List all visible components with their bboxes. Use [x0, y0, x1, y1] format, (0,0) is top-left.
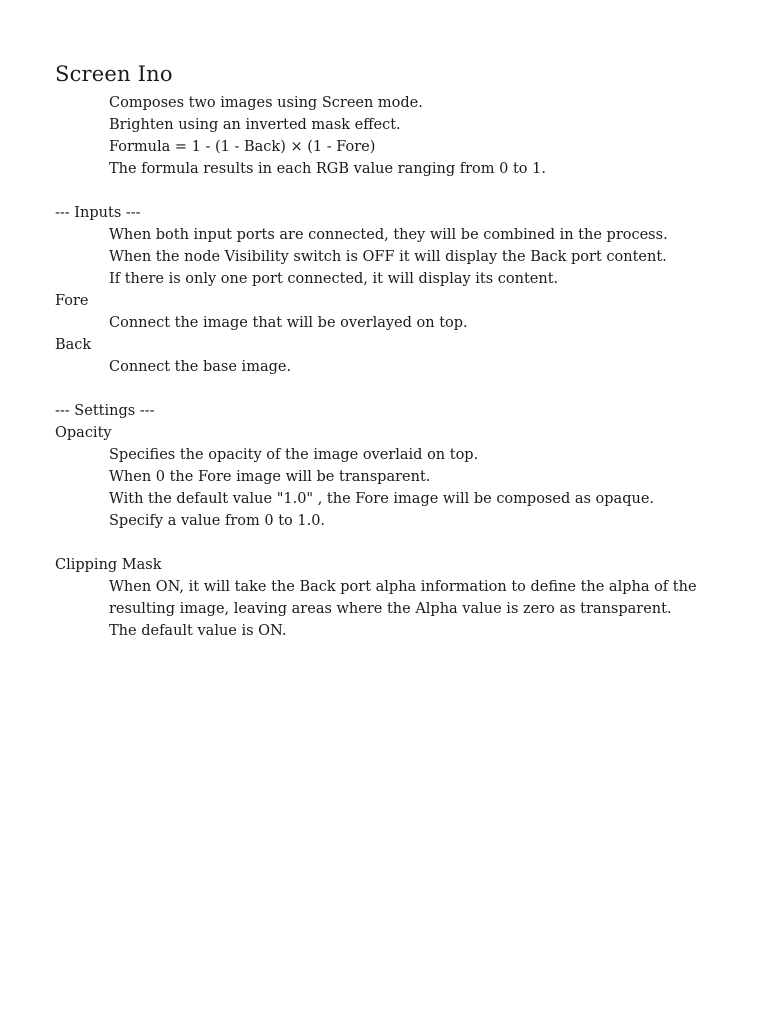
intro-section	[55, 92, 735, 180]
back-label: Back	[55, 337, 92, 353]
inputs-heading: --- Inputs ---	[55, 205, 141, 221]
opacity-desc-line: With the default value "1.0" , the Fore image will be composed as opaque.	[109, 491, 655, 507]
back-desc: Connect the base image.	[109, 359, 292, 375]
intro-line: Brighten using an inverted mask effect.	[109, 117, 401, 133]
document-page	[55, 60, 735, 642]
spacer	[55, 180, 735, 202]
settings-section	[55, 400, 735, 642]
inputs-desc-line: If there is only one port connected, it will display its content.	[109, 271, 559, 287]
formula-line: Formula = 1 - (1 - Back) × (1 - Fore)	[109, 139, 376, 155]
opacity-label: Opacity	[55, 425, 112, 441]
intro-line: The formula results in each RGB value ranging from 0 to 1.	[109, 161, 546, 177]
fore-desc: Connect the image that will be overlayed on top.	[109, 315, 468, 331]
inputs-section	[55, 202, 735, 378]
opacity-desc-line: When 0 the Fore image will be transparent.	[109, 469, 431, 485]
settings-heading: --- Settings ---	[55, 403, 155, 419]
inputs-desc-line: When the node Visibility switch is OFF it will display the Back port content.	[109, 249, 667, 265]
spacer	[55, 532, 735, 554]
spacer	[55, 378, 735, 400]
opacity-desc-line: Specify a value from 0 to 1.0.	[109, 513, 326, 529]
clipping-desc-line: The default value is ON.	[109, 623, 287, 639]
intro-line: Composes two images using Screen mode.	[109, 95, 423, 111]
clipping-mask-label: Clipping Mask	[55, 557, 162, 573]
inputs-desc-line: When both input ports are connected, they will be combined in the process.	[109, 227, 668, 243]
fore-label: Fore	[55, 293, 89, 309]
opacity-desc-line: Specifies the opacity of the image overlaid on top.	[109, 447, 479, 463]
clipping-desc-line: When ON, it will take the Back port alpha information to define the alpha of the	[109, 579, 697, 595]
page-title: Screen Ino	[55, 62, 173, 86]
clipping-desc-line: resulting image, leaving areas where the Alpha value is zero as transparent.	[109, 601, 672, 617]
